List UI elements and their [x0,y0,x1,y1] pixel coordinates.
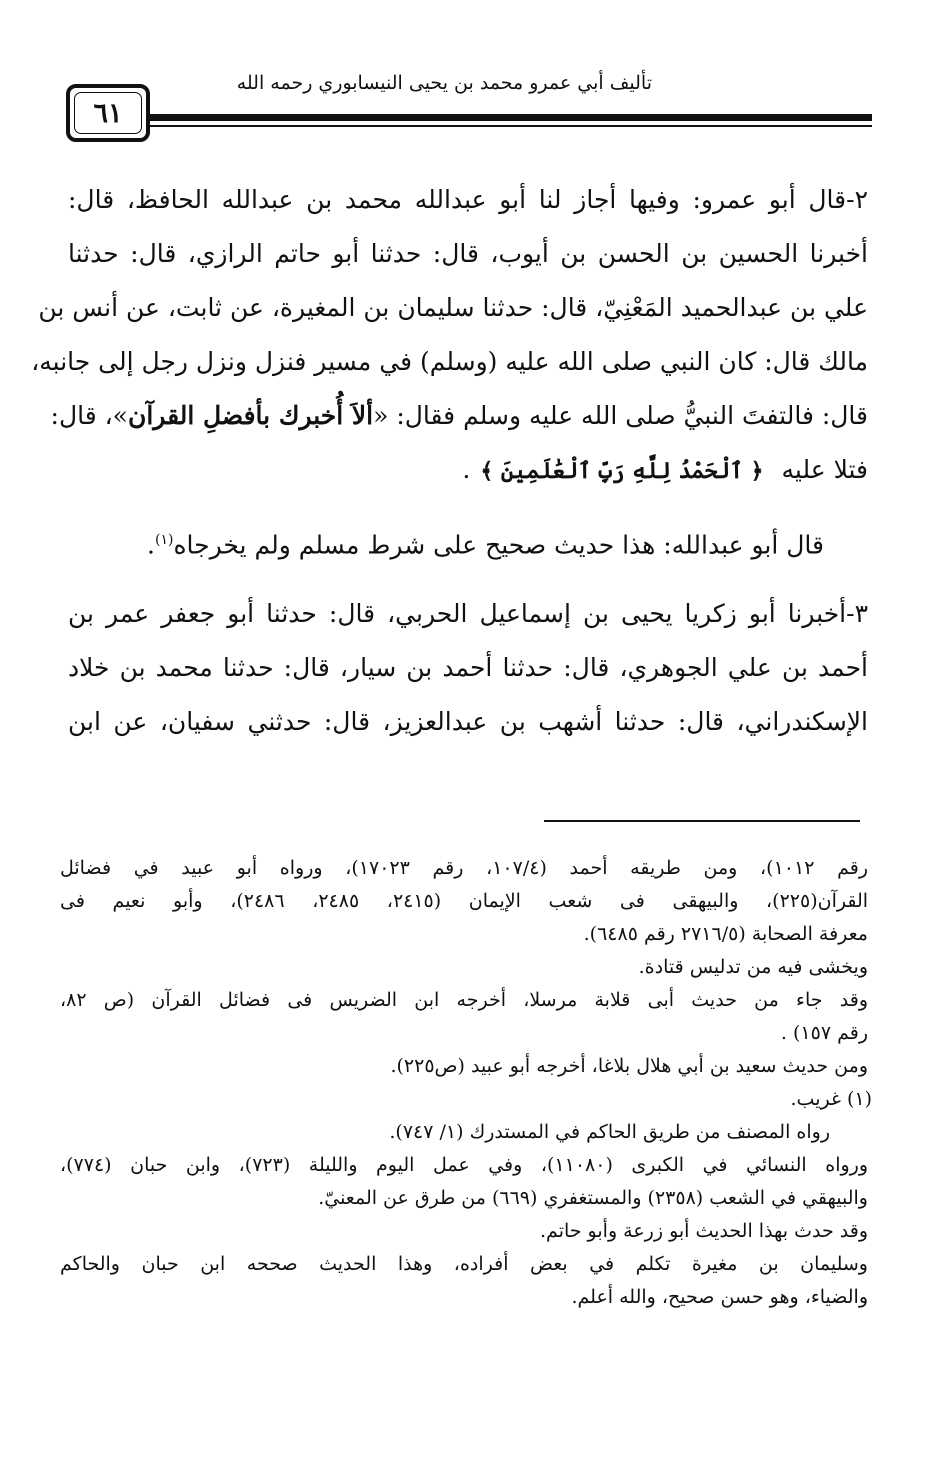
line-5-end: »، قال: [50,401,128,430]
quran-verse: ﴿ ٱلْحَمْدُ لِلَّهِ رَبِّ ٱلْعَٰلَمِينَ ﴾ [480,458,764,484]
footnote-separator [544,820,860,822]
footnote-line: وقد جاء من حديث أبى قلابة مرسلا، أخرجه ابن الضريس فى فضائل القرآن (ص ٨٢، [60,989,868,1011]
hadith-2-line-3: علي بن عبدالحميد المَعْنِيّ، قال: حدثنا سليمان بن المغيرة، عن ثابت، عن أنس بن [38,293,868,322]
footnote-line: ومن حديث سعيد بن أبي هلال بلاغا، أخرجه أبو عبيد (ص٢٢٥). [390,1055,868,1077]
hadith-2-line-1: ٢-قال أبو عمرو: وفيها أجاز لنا أبو عبدالله محمد بن عبدالله الحافظ، قال: [68,185,868,214]
footnote-1-marker: (١) غريب. [790,1088,872,1110]
footnote-line: والضياء، وهو حسن صحيح، والله أعلم. [571,1286,868,1308]
hadith-3-line-1: ٣-أخبرنا أبو زكريا يحيى بن إسماعيل الحربي، قال: حدثنا أبو جعفر عمر بن [68,599,868,628]
footnote-line: القرآن(٢٢٥)، والبيهقى فى شعب الإيمان (٢٤١٥، ٢٤٨٥، ٢٤٨٦)، وأبو نعيم فى [60,890,869,912]
footnote-line: رقم ١٠١٢)، ومن طريقه أحمد (١٠٧/٤، رقم ١٧٠٢٣)، ورواه أبو عبيد في فضائل [60,857,868,879]
page-number-frame [66,84,150,142]
header-rule-thin [150,125,872,127]
footnote-ref-1: (١) [154,532,174,548]
footnote-line: معرفة الصحابة (٢٧١٦/٥ رقم ٦٤٨٥). [583,923,868,945]
prophet-question: ألاَ أُخبرك بأفضلِ القرآن [127,401,374,430]
hadith-2-line-2: أخبرنا الحسين بن الحسن بن أيوب، قال: حدثنا أبو حاتم الرازي، قال: حدثنا [68,239,868,268]
hadith-3-line-3: الإسكندراني، قال: حدثنا أشهب بن عبدالعزيز، قال: حدثني سفيان، عن ابن [68,707,868,736]
hadith-2-line-6 [68,450,868,491]
footnote-line: ويخشى فيه من تدليس قتادة. [638,956,868,978]
hadith-2-line-4: مالك قال: كان النبي صلى الله عليه (وسلم) في مسير فنزل ونزل رجل إلى جانبه، [31,347,868,376]
footnote-line: رقم ١٥٧) . [780,1022,868,1044]
footnote-line: وقد حدث بهذا الحديث أبو زرعة وأبو حاتم. [540,1220,868,1242]
footnote-line: ورواه النسائي في الكبرى (١١٠٨٠)، وفي عمل اليوم والليلة (٧٢٣)، وابن حبان (٧٧٤)، [60,1154,868,1176]
footnote-line: رواه المصنف من طريق الحاكم في المستدرك (١/ ٧٤٧). [389,1121,830,1143]
ruling-end: . [147,530,155,560]
line-5-text: قال: فالتفتَ النبيُّ صلى الله عليه وسلم فقال: « [373,401,868,430]
footnote-line: والبيهقي في الشعب (٢٣٥٨) والمستغفري (٦٦٩) من طرق عن المعنيّ. [318,1187,868,1209]
line-6-text: فتلا عليه [781,455,868,484]
line-6-end: . [462,455,471,484]
running-header-title: تأليف أبي عمرو محمد بن يحيى النيسابوري رحمه الله [236,72,652,94]
hadith-2-line-5 [50,396,868,436]
header-rule [150,114,872,121]
page-number: ٦١ [93,97,123,129]
hadith-ruling [64,520,824,565]
footnote-line: وسليمان بن مغيرة تكلم في بعض أفراده، وهذا الحديث صححه ابن حبان والحاكم [60,1253,868,1275]
hadith-3-line-2: أحمد بن علي الجوهري، قال: حدثنا أحمد بن سيار، قال: حدثنا محمد بن خلاد [68,653,868,682]
ruling-text: قال أبو عبدالله: هذا حديث صحيح على شرط مسلم ولم يخرجاه [173,530,824,560]
